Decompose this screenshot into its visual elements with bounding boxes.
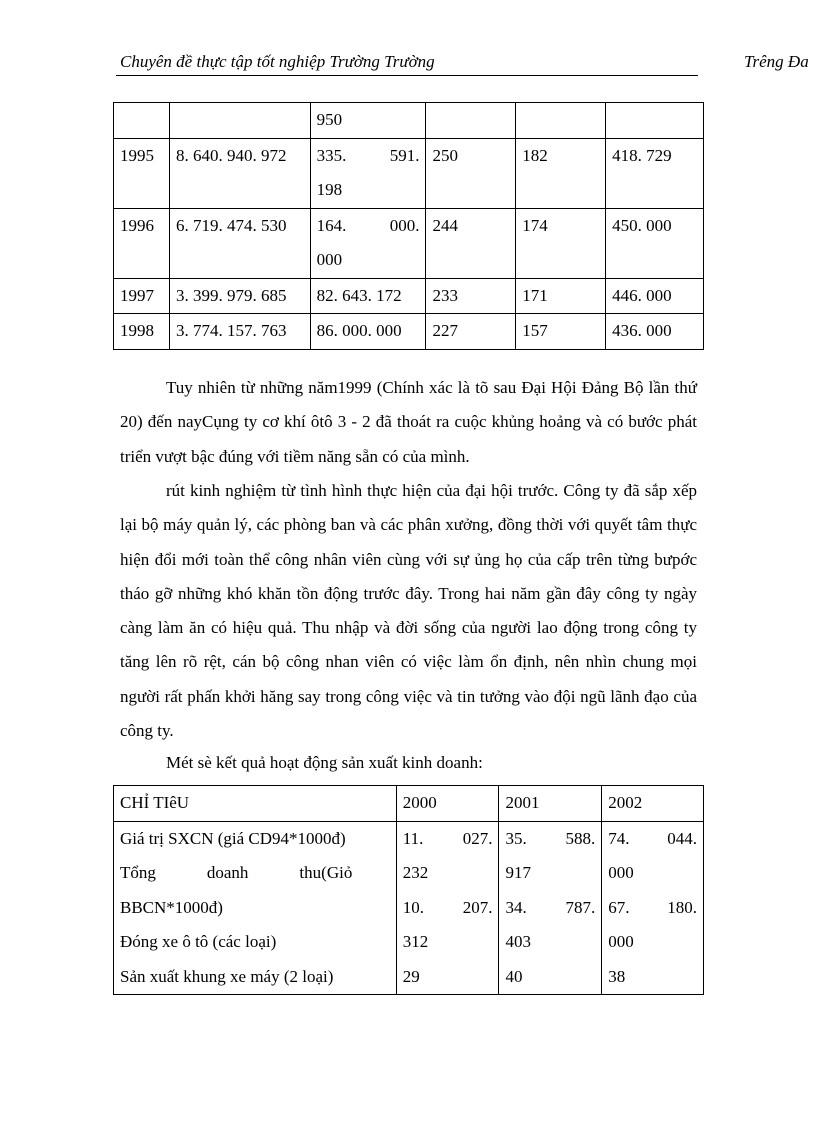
value-part: 67.	[608, 897, 630, 917]
label-line: Tổng doanh thu(Giỏ	[120, 863, 353, 882]
table-cell: 171	[516, 278, 606, 314]
value-line	[403, 891, 493, 926]
values-2001	[499, 821, 602, 995]
value-line	[505, 891, 595, 926]
table-cell: 3. 399. 979. 685	[169, 278, 310, 314]
table-cell: 86. 000. 000	[310, 314, 426, 350]
value-part: 29	[402, 966, 420, 986]
table-cell	[516, 103, 606, 139]
value-line	[403, 960, 493, 995]
value-line	[403, 856, 493, 891]
value-part: 403	[505, 932, 531, 951]
label-line: Giá trị SXCN (giá CD94*1000đ)	[120, 828, 346, 848]
table-cell: 450. 000	[606, 208, 704, 278]
table-row	[114, 103, 704, 139]
value-part: 35.	[505, 828, 527, 848]
table-cell	[606, 103, 704, 139]
paragraph-2: rút kinh nghiệm từ tình hình thực hiện của đại hội trước. Công ty đã sắp xếp lại bộ máy quản lý, các phòng ban và các phân xưởng, đồng thời với quyết tâm thực hiện đổi mới toàn thể công nhân viên cùng với sự ủng họ của cấp trên từng bưpớc tháo gỡ những khó khăn tồn động trước đây. Trong hai năm gần đây công ty ngày càng làm ăn có hiệu quả. Thu nhập và đời sống của người lao động trong công ty tăng lên rõ rệt, cán bộ công nhan viên có việc làm ổn định, nên nhìn chung mọi người rất phấn khởi hăng say trong công việc và tin tưởng vào đội ngũ lãnh đạo của công ty.	[120, 481, 697, 741]
table-cell: 233	[426, 278, 516, 314]
header-cell: CHỈ TIêU	[114, 786, 397, 822]
table-row	[114, 314, 704, 350]
header-rule	[116, 75, 698, 76]
table-cell: 1997	[114, 278, 170, 314]
value-part: 180.	[667, 897, 697, 917]
value-line	[505, 856, 595, 891]
value-line	[608, 856, 697, 891]
value-part: 027.	[462, 828, 493, 848]
value-part: 312	[402, 932, 429, 951]
table-cell: 157	[516, 314, 606, 350]
paragraph-3: Mét sè kết quả hoạt động sản xuất kinh doanh:	[166, 753, 483, 772]
table-cell: 227	[426, 314, 516, 350]
table-cell: 244	[426, 208, 516, 278]
table-row	[114, 208, 704, 278]
table-cell: 950	[310, 103, 426, 139]
table-cell	[426, 103, 516, 139]
table-row	[114, 278, 704, 314]
value-part: 000	[608, 932, 634, 951]
indicator-labels	[114, 821, 397, 995]
table-cell: 335. 591. 198	[310, 138, 426, 208]
table-cell: 1996	[114, 208, 170, 278]
table-cell	[114, 103, 170, 139]
value-line	[505, 925, 595, 960]
results-table	[113, 785, 704, 995]
value-part: 917	[505, 863, 531, 882]
table-cell: 446. 000	[606, 278, 704, 314]
table-cell: 250	[426, 138, 516, 208]
value-line	[403, 822, 493, 857]
value-line	[403, 925, 493, 960]
table-cell	[169, 103, 310, 139]
label-line: BBCN*1000đ)	[120, 897, 223, 917]
header-cell: 2000	[396, 786, 499, 822]
value-part: 000	[608, 863, 634, 882]
header-cell: 2002	[602, 786, 704, 822]
table-cell: 418. 729	[606, 138, 704, 208]
table-cell: 174	[516, 208, 606, 278]
value-part: 38	[608, 966, 626, 986]
value-line	[505, 822, 595, 857]
value-line	[608, 960, 697, 995]
value-part: 787.	[565, 897, 596, 917]
table-row	[114, 821, 704, 995]
running-header-title: Chuyên đề thực tập tốt nghiệp Trường Trường	[120, 52, 435, 71]
table-cell: 8. 640. 940. 972	[169, 138, 310, 208]
table-cell: 3. 774. 157. 763	[169, 314, 310, 350]
header-cell: 2001	[499, 786, 602, 822]
table-row	[114, 138, 704, 208]
value-part: 10.	[402, 897, 424, 917]
value-part: 232	[402, 863, 429, 882]
value-line	[608, 822, 697, 857]
table-header-row	[114, 786, 704, 822]
table-cell: 164. 000. 000	[310, 208, 426, 278]
value-part: 11.	[402, 828, 424, 848]
value-part: 74.	[608, 828, 630, 848]
values-2000	[396, 821, 499, 995]
table-cell: 6. 719. 474. 530	[169, 208, 310, 278]
value-part: 207.	[462, 897, 493, 917]
value-line	[608, 925, 697, 960]
value-part: 044.	[667, 828, 697, 848]
value-part: 34.	[505, 897, 527, 917]
table-cell: 436. 000	[606, 314, 704, 350]
table-cell: 1998	[114, 314, 170, 350]
label-line: Đóng xe ô tô (các loại)	[120, 932, 277, 951]
value-part: 40	[505, 966, 523, 986]
running-header-author: Trêng Đa	[744, 52, 809, 71]
value-line	[608, 891, 697, 926]
value-line	[505, 960, 595, 995]
value-part: 588.	[565, 828, 596, 848]
table-cell: 182	[516, 138, 606, 208]
table-cell: 82. 643. 172	[310, 278, 426, 314]
label-line: Sản xuất khung xe máy (2 loại)	[120, 966, 334, 986]
statistics-table-1	[113, 102, 704, 350]
values-2002	[602, 821, 704, 995]
table-cell: 1995	[114, 138, 170, 208]
paragraph-1: Tuy nhiên từ những năm1999 (Chính xác là tõ sau Đại Hội Đảng Bộ lần thứ 20) đến nayCụng ty cơ khí ôtô 3 - 2 đã thoát ra cuộc khủng hoảng và có bước phát triển vượt bậc đúng với tiềm năng sẵn có của mình.	[120, 378, 697, 466]
